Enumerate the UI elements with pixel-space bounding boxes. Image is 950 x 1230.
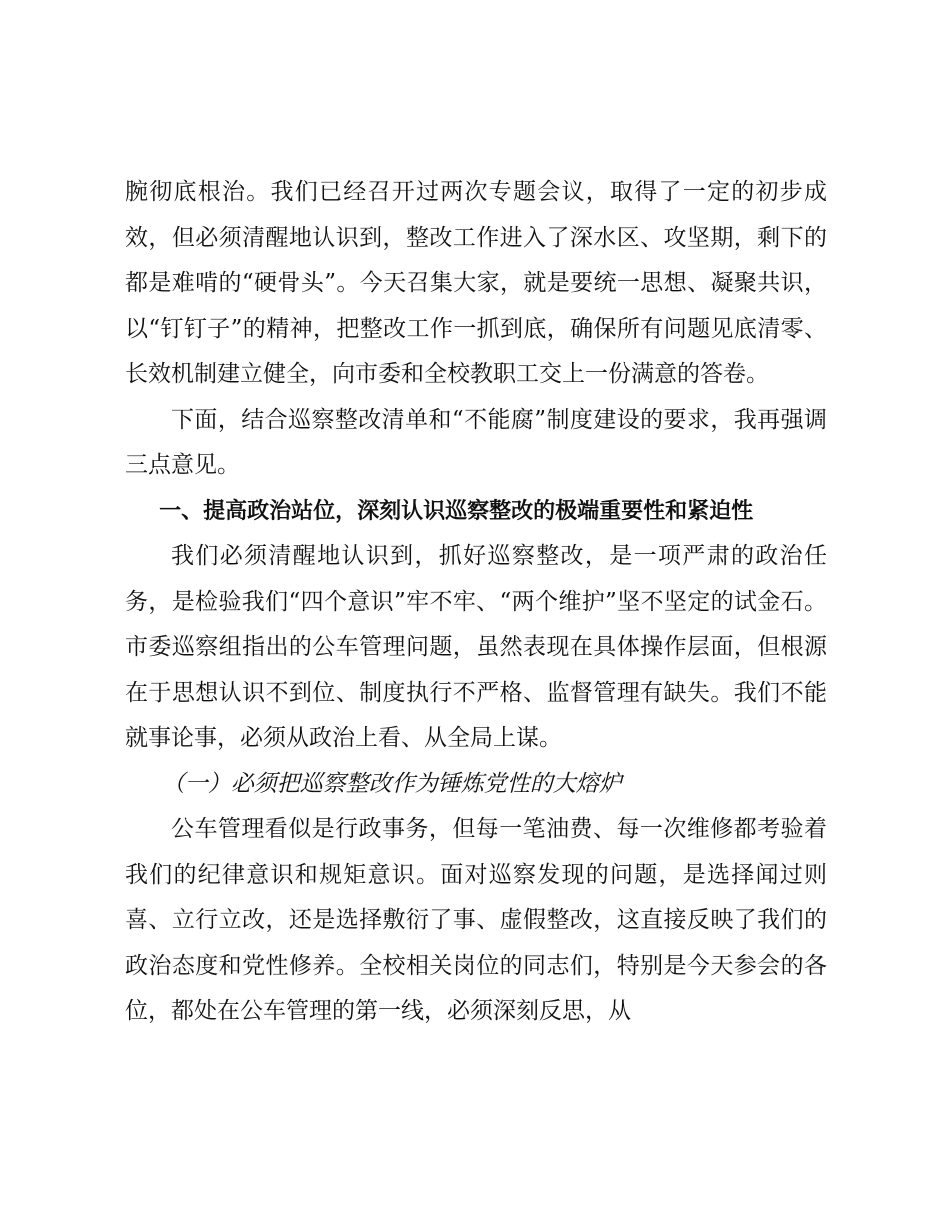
paragraph-intro: 下面，结合巡察整改清单和“不能腐”制度建设的要求，我再强调三点意见。 — [125, 406, 827, 478]
section-heading-1: 一、提高政治站位，深刻认识巡察整改的极端重要性和紧迫性 — [159, 498, 754, 524]
paragraph-section-1: 我们必须清醒地认识到，抓好巡察整改，是一项严肃的政治任务，是检验我们“四个意识”牢不牢、“两个维护”坚不坚定的试金石。市委巡察组指出的公车管理问题，虽然表现在具体操作层面，但根源在于思想认识不到位、制度执行不严格、监督管理有缺失。我们不能就事论事，必须从政治上看、从全局上谋。 — [125, 543, 827, 751]
subsection-heading-1: （一）必须把巡察整改作为锤炼党性的大熔炉 — [161, 770, 622, 797]
paragraph-continuation: 腕彻底根治。我们已经召开过两次专题会议，取得了一定的初步成效，但必须清醒地认识到，整改工作进入了深水区、攻坚期，剩下的都是难啃的“硬骨头”。今天召集大家，就是要统一思想、凝聚共识，以“钉钉子”的精神，把整改工作一抓到底，确保所有问题见底清零、长效机制建立健全，向市委和全校教职工交上一份满意的答卷。 — [125, 179, 827, 387]
paragraph-subsection-1: 公车管理看似是行政事务，但每一笔油费、每一次维修都考验着我们的纪律意识和规矩意识。面对巡察发现的问题，是选择闻过则喜、立行立改，还是选择敷衍了事、虚假整改，这直接反映了我们的政治态度和党性修养。全校相关岗位的同志们，特别是今天参会的各位，都处在公车管理的第一线，必须深刻反思，从 — [125, 816, 827, 1024]
document-body — [125, 170, 827, 1035]
